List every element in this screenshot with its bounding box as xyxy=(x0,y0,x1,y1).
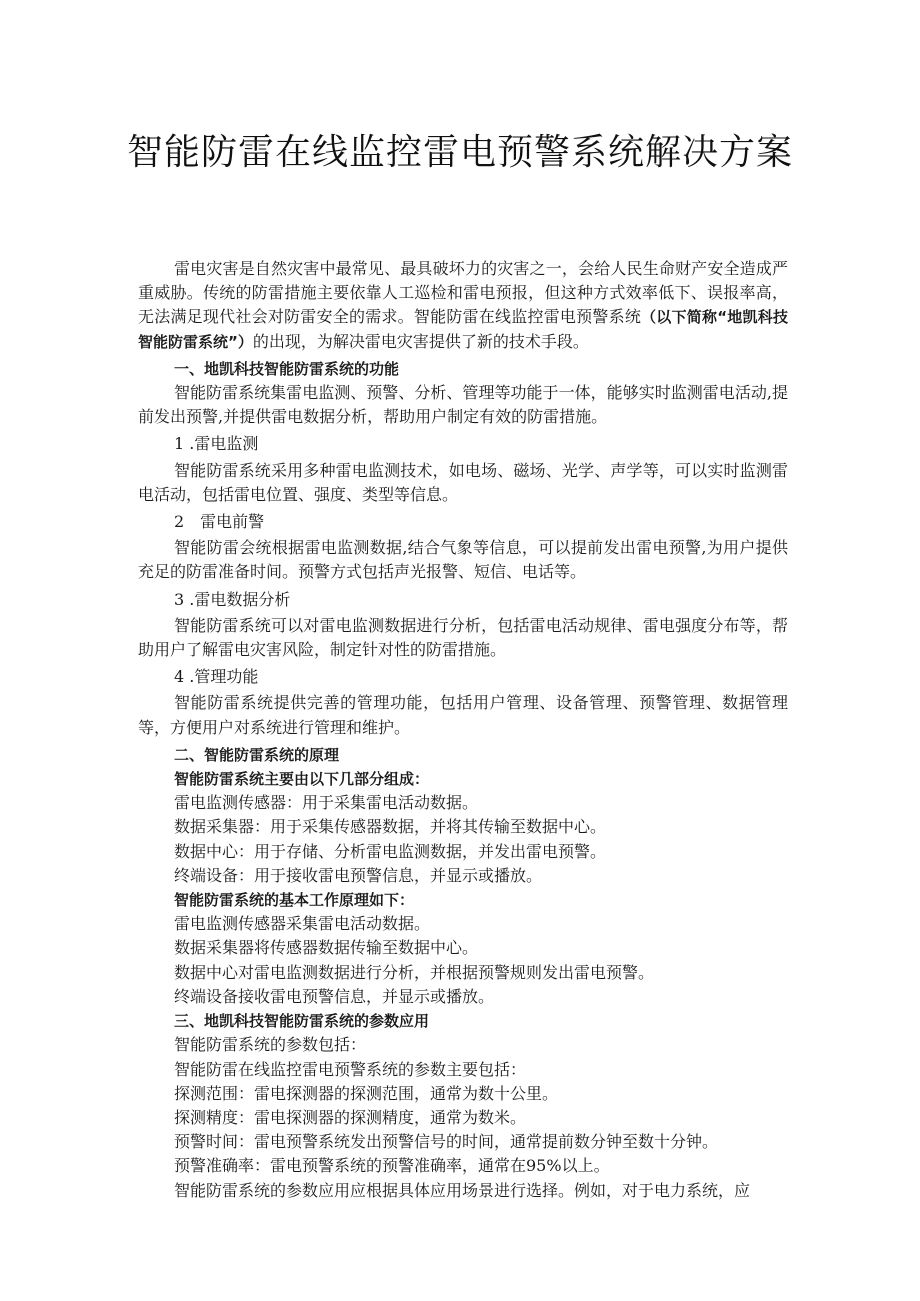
intro-paragraph xyxy=(138,257,788,354)
item-4-title: 4 .管理功能 xyxy=(174,667,259,687)
param-detection-range: 探测范围：雷电探测器的探测范围，通常为数十公里。 xyxy=(174,1083,559,1103)
section-2-subheading-components: 智能防雷系统主要由以下几部分组成： xyxy=(174,770,430,789)
intro-text-bold: （以下简称“地凯科技智能防雷系统”） xyxy=(138,308,788,351)
section-3-heading: 三、地凯科技智能防雷系统的参数应用 xyxy=(174,1012,430,1031)
item-1-title: 1 .雷电监测 xyxy=(174,434,259,454)
principle-step-2: 数据采集器将传感器数据传输至数据中心。 xyxy=(174,938,479,958)
principle-step-4: 终端设备接收雷电预警信息，并显示或播放。 xyxy=(174,986,495,1006)
component-data-center: 数据中心：用于存储、分析雷电监测数据，并发出雷电预警。 xyxy=(174,841,607,861)
section-1-heading: 一、地凯科技智能防雷系统的功能 xyxy=(174,359,400,378)
section-3-last-line: 智能防雷系统的参数应用应根据具体应用场景进行选择。例如，对于电力系统，应 xyxy=(174,1180,751,1200)
param-warning-time: 预警时间：雷电预警系统发出预警信号的时间，通常提前数分钟至数十分钟。 xyxy=(174,1132,719,1152)
document-title: 智能防雷在线监控雷电预警系统解决方案 xyxy=(126,132,793,173)
principle-step-3: 数据中心对雷电监测数据进行分析，并根据预警规则发出雷电预警。 xyxy=(174,962,655,982)
item-2-text: 智能防雷会统根据雷电监测数据,结合气象等信息，可以提前发出雷电预警,为用户提供充足的防雷准备时间。预警方式包括声光报警、短信、电话等。 xyxy=(138,538,788,582)
item-3-text: 智能防雷系统可以对雷电监测数据进行分析，包括雷电活动规律、雷电强度分布等，帮助用户了解雷电灾害风险，制定针对性的防雷措施。 xyxy=(138,615,788,660)
document-body xyxy=(138,257,788,1203)
param-detection-accuracy: 探测精度：雷电探测器的探测精度，通常为数米。 xyxy=(174,1107,527,1127)
section-2-subheading-principle: 智能防雷系统的基本工作原理如下： xyxy=(174,891,415,910)
item-4-text: 智能防雷系统提供完善的管理功能，包括用户管理、设备管理、预警管理、数据管理等，方便用户对系统进行管理和维护。 xyxy=(138,693,788,737)
section-1-text: 智能防雷系统集雷电监测、预警、分析、管理等功能于一体，能够实时监测雷电活动,提前发出预警,并提供雷电数据分析，帮助用户制定有效的防雷措施。 xyxy=(138,383,788,427)
item-2-title: 2 雷电前警 xyxy=(174,512,265,532)
section-2-heading: 二、智能防雷系统的原理 xyxy=(174,745,340,764)
param-warning-accuracy: 预警准确率：雷电预警系统的预警准确率，通常在95%以上。 xyxy=(174,1156,610,1176)
principle-step-1: 雷电监测传感器采集雷电活动数据。 xyxy=(174,914,431,934)
section-3-line-2: 智能防雷在线监控雷电预警系统的参数主要包括： xyxy=(174,1059,527,1079)
component-terminal: 终端设备：用于接收雷电预警信息，并显示或播放。 xyxy=(174,865,543,885)
section-3-line-1: 智能防雷系统的参数包括： xyxy=(174,1035,367,1055)
component-sensor: 雷电监测传感器：用于采集雷电活动数据。 xyxy=(174,793,479,813)
item-3-title: 3 .雷电数据分析 xyxy=(174,589,291,609)
intro-text-c: 的出现，为解决雷电灾害提供了新的技术手段。 xyxy=(252,331,589,351)
component-collector: 数据采集器：用于采集传感器数据，并将其传输至数据中心。 xyxy=(174,817,607,837)
item-1-text: 智能防雷系统采用多种雷电监测技术，如电场、磁场、光学、声学等，可以实时监测雷电活动，包括雷电位置、强度、类型等信息。 xyxy=(138,460,788,504)
intro-text-a: 雷电灾害是自然灾害中最常见、最具破坏力的灾害之一，会给人民生命财产安全造成严重威胁。传统的防雷措施主要依靠人工巡检和雷电预报，但这种方式效率低下、误报率高，无法满足现代社会对防雷安全的需求。智能防雷在线监控雷电预警系统 xyxy=(138,259,788,327)
